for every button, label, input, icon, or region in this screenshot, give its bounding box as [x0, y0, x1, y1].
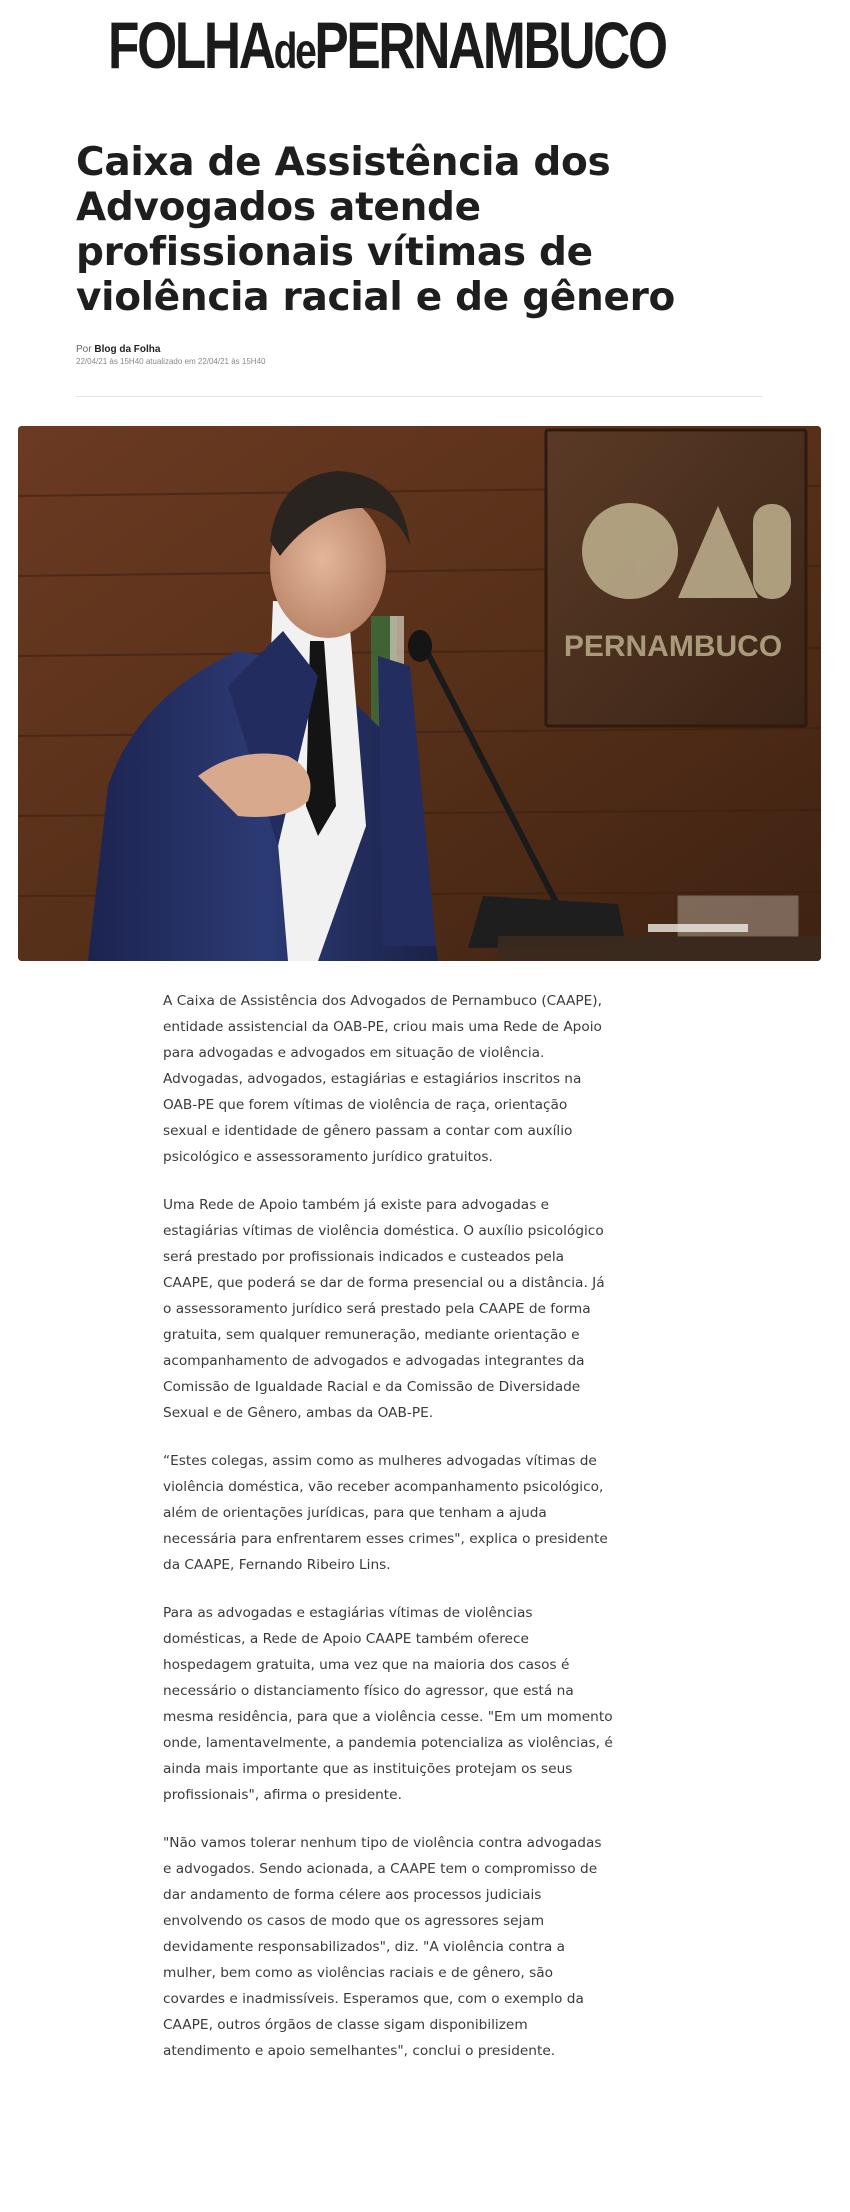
article-paragraph: Para as advogadas e estagiárias vítimas de violências domésticas, a Rede de Apoio CAAPE também oferece hospedagem gratuita, uma vez que na maioria dos casos é necessário o distanciamento físico do agressor, que está na mesma residência, para que a violência cesse. "Em um momento onde, lamentavelmente, a pandemia potencializa as violências, é ainda mais importante que as instituições protejam os seus profissionais", afirma o presidente. [163, 1605, 613, 1803]
byline-prefix: Por [76, 344, 92, 355]
article-paragraph: A Caixa de Assistência dos Advogados de Pernambuco (CAAPE), entidade assistencial da OAB-PE, criou mais uma Rede de Apoio para advogadas e advogados em situação de violência. Advogadas, advogados, estagiárias e estagiários inscritos na OAB-PE que forem vítimas de violência de raça, orientação sexual e identidade de gênero passam a contar com auxílio psicológico e assessoramento jurídico gratuitos. [163, 993, 602, 1165]
article-paragraph: “Estes colegas, assim como as mulheres advogadas vítimas de violência doméstica, vão receber acompanhamento psicológico, além de orientações jurídicas, para que tenham a ajuda necessária para enfrentarem esses crimes", explica o presidente da CAAPE, Fernando Ribeiro Lins. [163, 1453, 608, 1573]
hero-photo-illustration [18, 426, 821, 961]
site-logo[interactable] [108, 8, 823, 82]
byline [76, 344, 160, 355]
article-title: Caixa de Assistência dos Advogados atende profissionais vítimas de violência racial e de gênero [76, 140, 676, 320]
oab-subtext: PERNAMBUCO [563, 630, 783, 663]
article-hero-image [18, 426, 821, 961]
article-dateline: 22/04/21 às 15H40 atualizado em 22/04/21 às 15H40 [76, 357, 266, 366]
header-divider [76, 396, 762, 397]
logo-folha: FOLHAdePERNAMBUCO [108, 8, 666, 82]
article-paragraph: "Não vamos tolerar nenhum tipo de violência contra advogadas e advogados. Sendo acionada, a CAAPE tem o compromisso de dar andamento de forma célere aos processos judiciais envolvendo os casos de modo que os agressores sejam devidamente responsabilizados", diz. "A violência contra a mulher, bem como as violências raciais e de gênero, são covardes e inadmissíveis. Esperamos que, com o exemplo da CAAPE, outros órgãos de classe sigam disponibilizem atendimento e apoio semelhantes", conclui o presidente. [163, 1835, 602, 2059]
author-link[interactable]: Blog da Folha [94, 344, 161, 355]
article-paragraph: Uma Rede de Apoio também já existe para advogadas e estagiárias vítimas de violência doméstica. O auxílio psicológico será prestado por profissionais indicados e custeados pela CAAPE, que poderá se dar de forma presencial ou a distância. Já o assessoramento jurídico será prestado pela CAAPE de forma gratuita, sem qualquer remuneração, mediante orientação e acompanhamento de advogados e advogadas integrantes da Comissão de Igualdade Racial e da Comissão de Diversidade Sexual e de Gênero, ambas da OAB-PE. [163, 1197, 605, 1421]
article-body [163, 988, 613, 2086]
